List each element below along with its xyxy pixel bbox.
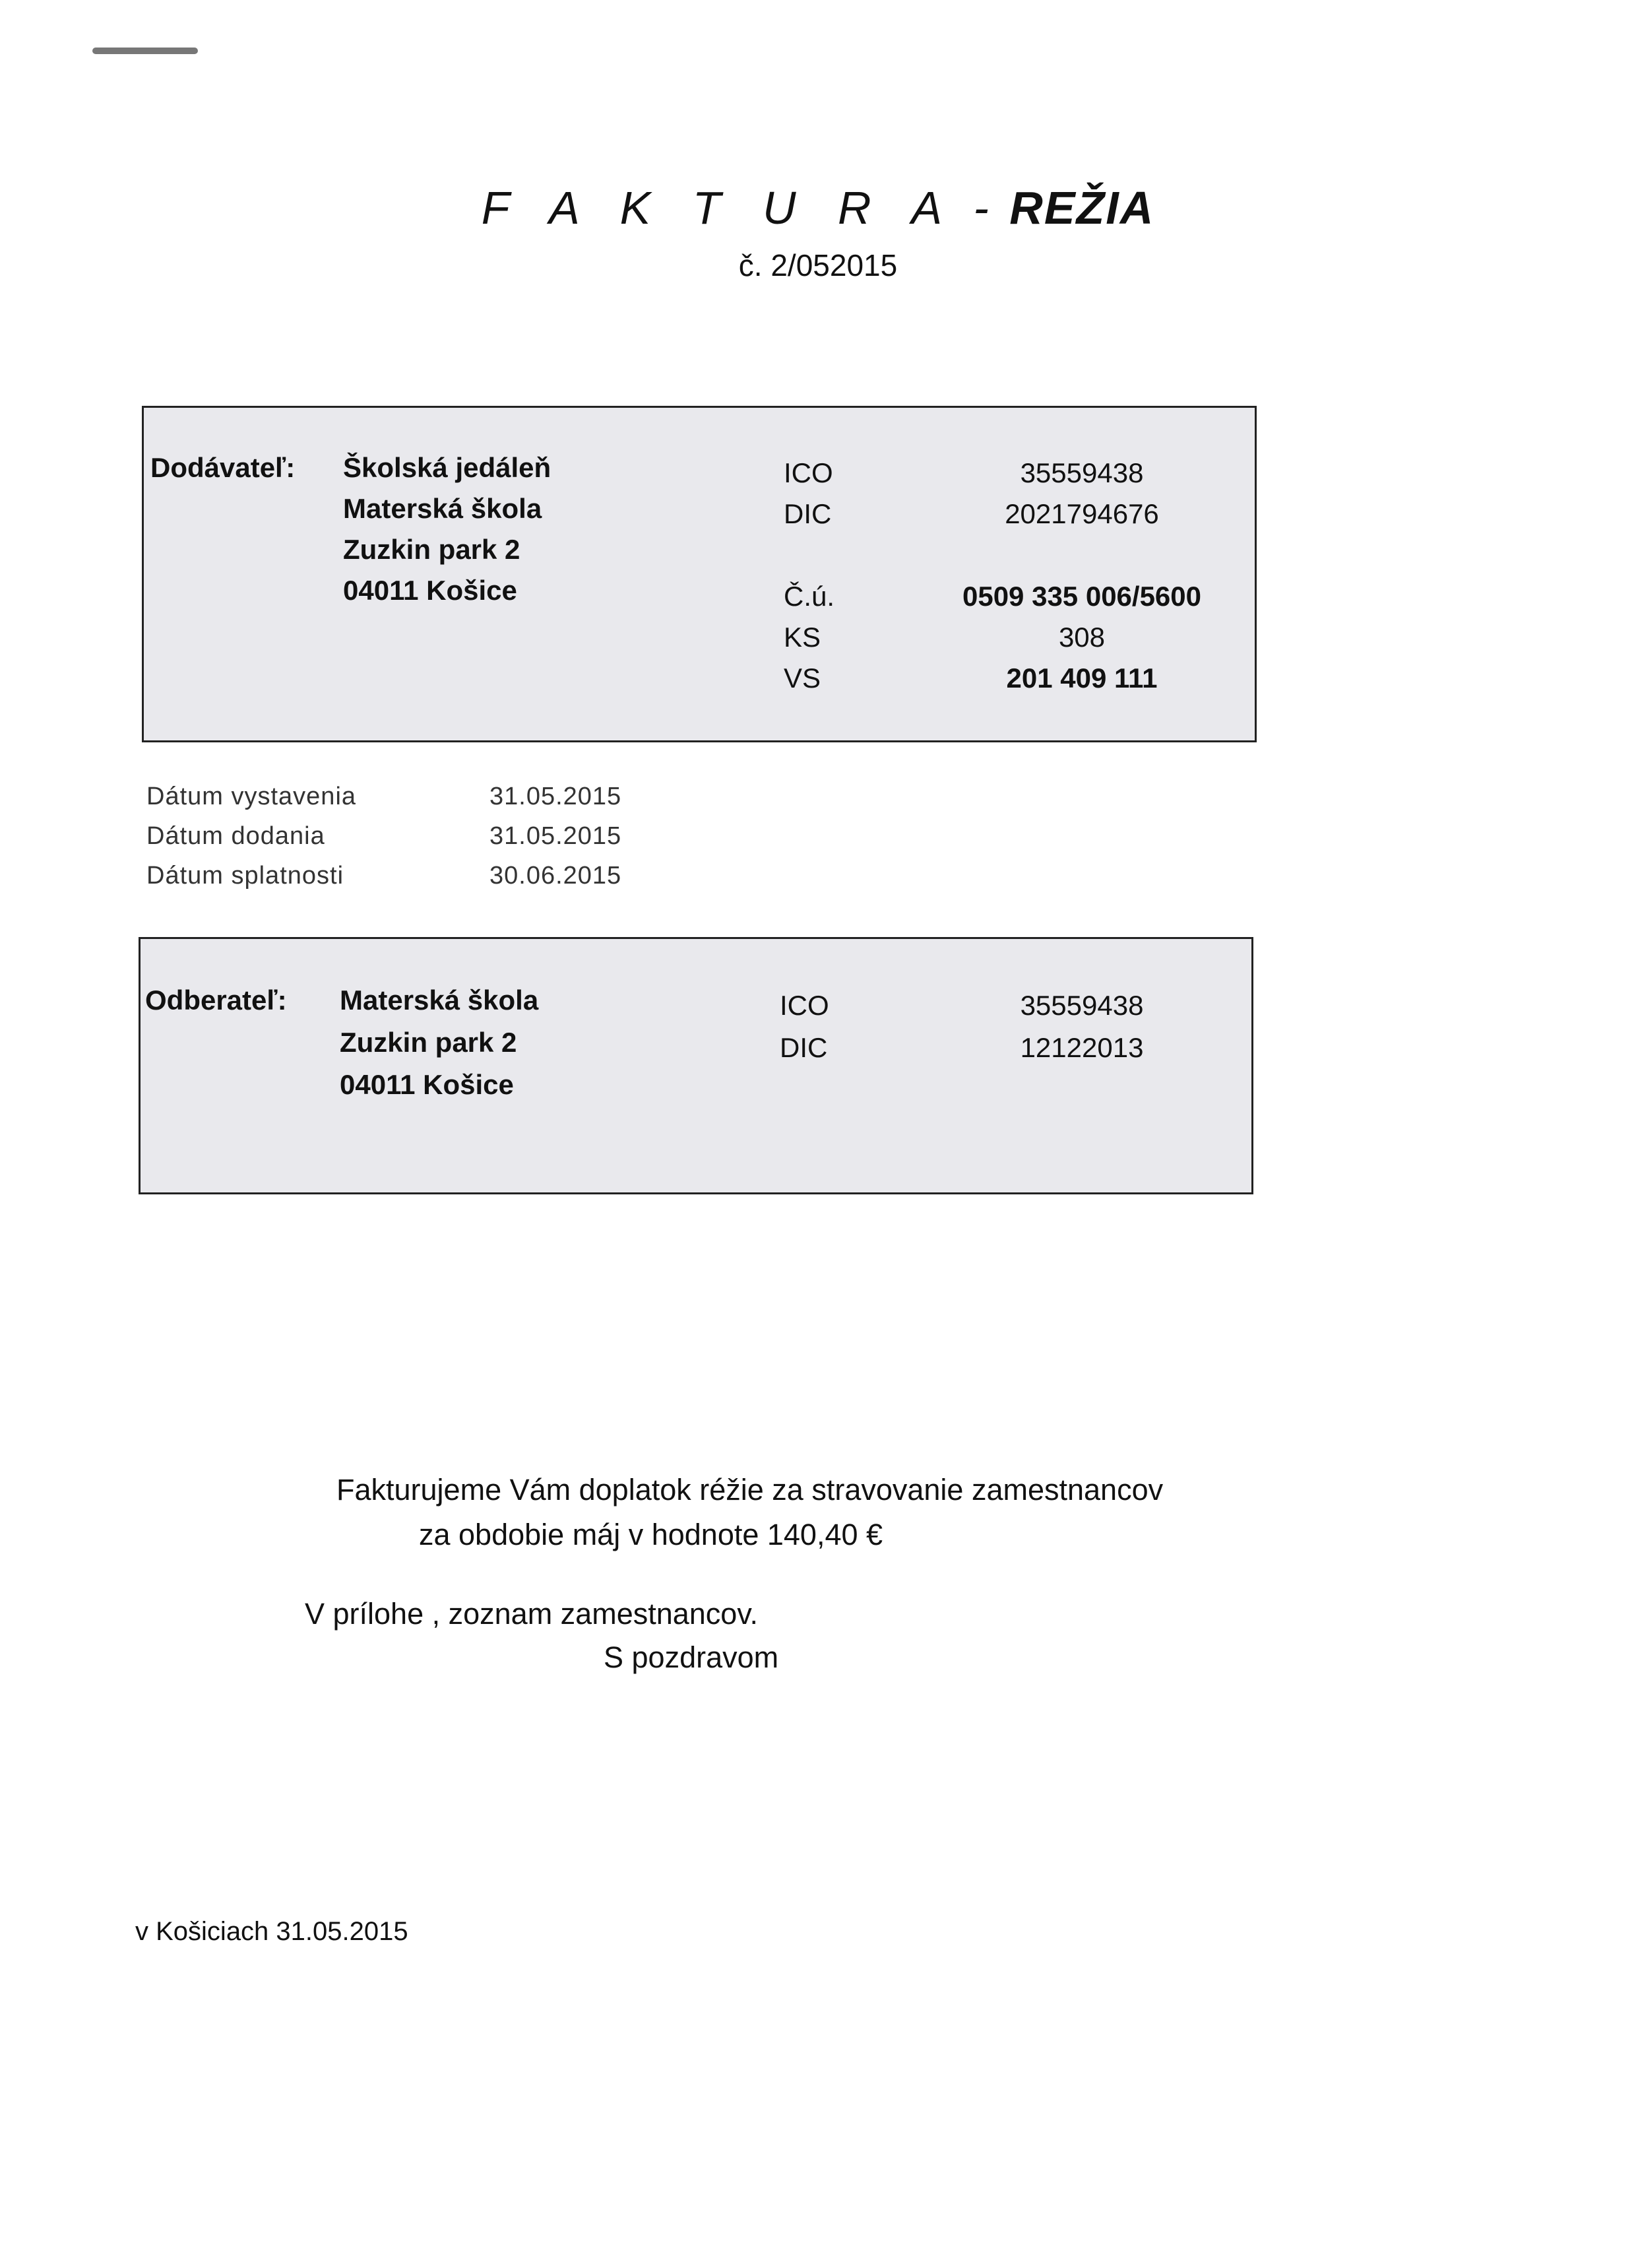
customer-address-line: 04011 Košice: [340, 1069, 514, 1100]
date-delivered-value: 31.05.2015: [489, 822, 622, 850]
date-due-label: Dátum splatnosti: [146, 862, 344, 890]
body-line-attachment: V prílohe , zoznam zamestnancov.: [305, 1597, 758, 1631]
body-line-invoice-statement: Fakturujeme Vám doplatok réžie za stravovanie zamestnancov: [336, 1473, 1164, 1507]
supplier-ico-label: ICO: [784, 457, 833, 488]
supplier-vs-value: 201 409 111: [1006, 663, 1158, 694]
supplier-dic-label: DIC: [784, 498, 832, 529]
supplier-dic-value: 2021794676: [1005, 498, 1159, 529]
supplier-account-value: 0509 335 006/5600: [962, 581, 1202, 612]
date-due-value: 30.06.2015: [489, 862, 622, 890]
supplier-label: Dodávateľ:: [150, 452, 296, 483]
body-line-greeting: S pozdravom: [604, 1640, 779, 1674]
date-issued-value: 31.05.2015: [489, 783, 622, 810]
invoice-title-type: REŽIA: [1009, 182, 1155, 234]
supplier-ico-value: 35559438: [1020, 457, 1144, 488]
supplier-account-label: Č.ú.: [784, 581, 835, 612]
customer-dic-label: DIC: [780, 1032, 828, 1063]
customer-label: Odberateľ:: [145, 985, 287, 1016]
supplier-address-line: Materská škola: [343, 493, 542, 524]
customer-address-line: Materská škola: [340, 985, 539, 1016]
customer-address-line: Zuzkin park 2: [340, 1027, 517, 1058]
customer-ico-label: ICO: [780, 990, 829, 1021]
supplier-ks-label: KS: [784, 622, 821, 653]
customer-dic-value: 12122013: [1020, 1032, 1144, 1063]
date-issued-label: Dátum vystavenia: [146, 783, 357, 810]
place-and-date: v Košiciach 31.05.2015: [135, 1917, 408, 1946]
body-line-period-amount: za obdobie máj v hodnote 140,40 €: [419, 1518, 883, 1551]
scan-artifact-line: [92, 48, 198, 54]
supplier-address-line: Zuzkin park 2: [343, 534, 520, 565]
supplier-address-line: Školská jedáleň: [343, 452, 551, 483]
supplier-address-line: 04011 Košice: [343, 575, 517, 606]
customer-box: [139, 937, 1253, 1194]
supplier-ks-value: 308: [1058, 622, 1106, 653]
customer-ico-value: 35559438: [1020, 990, 1144, 1021]
date-delivered-label: Dátum dodania: [146, 822, 325, 850]
invoice-number: č. 2/052015: [738, 248, 898, 282]
invoice-title-separator: -: [957, 182, 1010, 234]
supplier-vs-label: VS: [784, 663, 821, 694]
invoice-title-main: F A K T U R A: [481, 182, 957, 234]
invoice-title: [0, 181, 1636, 234]
